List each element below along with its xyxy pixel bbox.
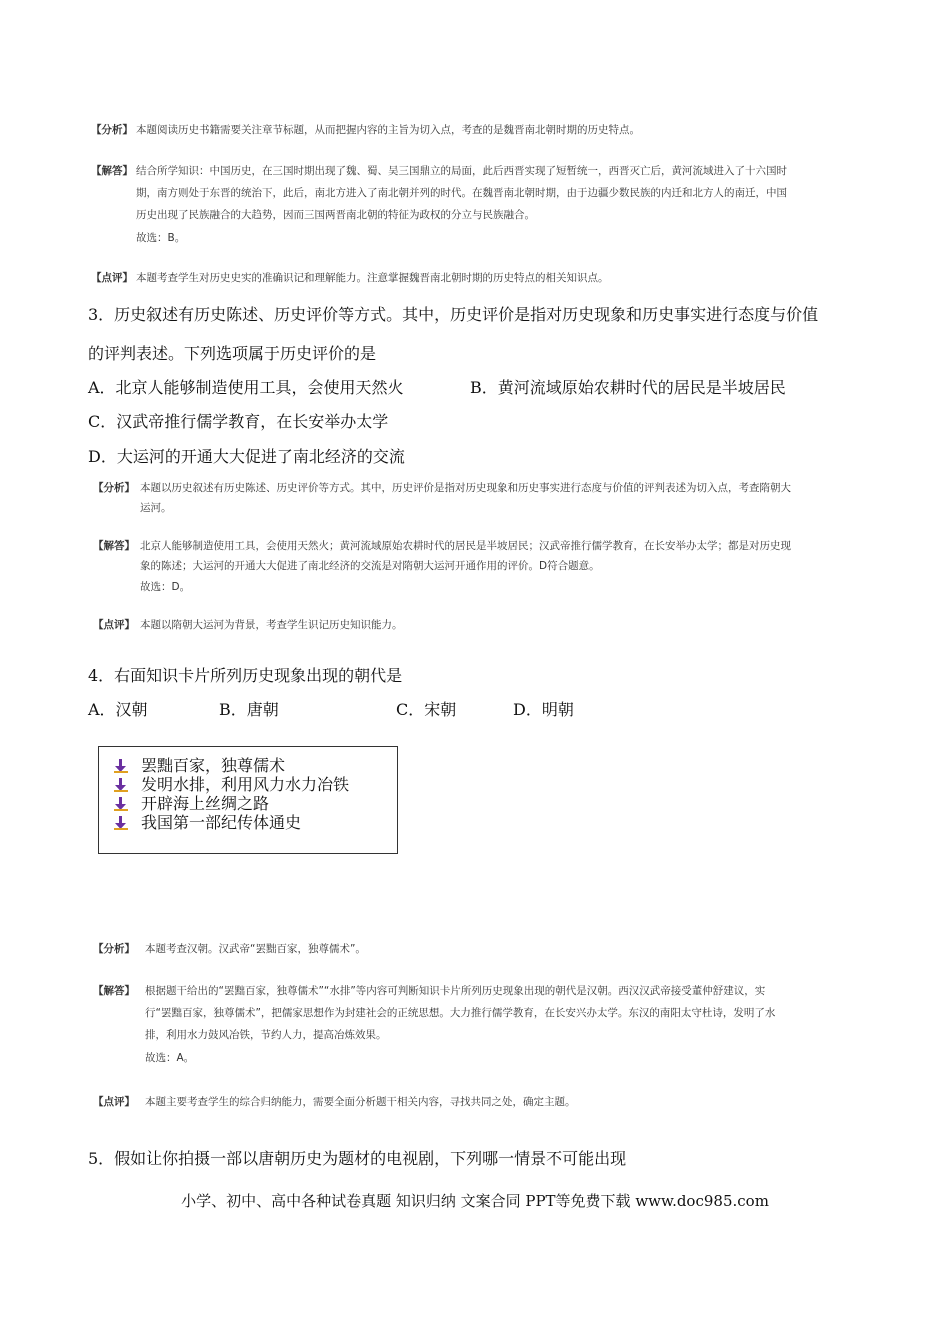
card-item-text: 罢黜百家，独尊儒术 (141, 756, 286, 775)
answer-tag: 【解答】 (93, 540, 135, 552)
card-item-text: 我国第一部纪传体通史 (141, 813, 302, 832)
analysis-tag: 【分析】 (91, 124, 133, 136)
analysis-tag: 【分析】 (93, 943, 135, 955)
answer-choice: 故选：A。 (145, 1052, 195, 1064)
answer-choice: 故选：B。 (136, 232, 186, 244)
option-a: A．北京人能够制造使用工具，会使用天然火 (88, 378, 404, 397)
answer-line: 排，利用水力鼓风冶铁，节约人力，提高冶炼效果。 (145, 1029, 387, 1041)
answer-line: 北京人能够制造使用工具，会使用天然火；黄河流域原始农耕时代的居民是半坡居民；汉武帝推行儒学教育，在长安举办太学；都是对历史现 (140, 540, 791, 552)
card-item-text: 发明水排，利用风力水力冶铁 (141, 775, 350, 794)
option-d: D．大运河的开通大大促进了南北经济的交流 (88, 447, 405, 466)
question-stem: 4．右面知识卡片所列历史现象出现的朝代是 (88, 666, 403, 685)
page-footer: 小学、初中、高中各种试卷真题 知识归纳 文案合同 PPT等免费下载 www.doc985.com (181, 1192, 769, 1210)
review-tag: 【点评】 (91, 272, 133, 284)
option-b: B．唐朝 (219, 700, 279, 719)
review-tag: 【点评】 (93, 619, 135, 631)
analysis-text: 本题考查汉朝。汉武帝“罢黜百家，独尊儒术”。 (145, 943, 366, 955)
answer-tag: 【解答】 (93, 985, 135, 997)
down-arrow-bullet-icon (113, 797, 129, 811)
review-text: 本题主要考查学生的综合归纳能力，需要全面分析题干相关内容，寻找共同之处，确定主题。 (145, 1096, 576, 1108)
answer-line: 根据题干给出的“罢黜百家，独尊儒术”“水排”等内容可判断知识卡片所列历史现象出现的朝代是汉朝。西汉汉武帝接受董仲舒建议，实 (145, 985, 766, 997)
down-arrow-bullet-icon (113, 778, 129, 792)
answer-line: 结合所学知识：中国历史，在三国时期出现了魏、蜀、吴三国鼎立的局面，此后西晋实现了短暂统一，西晋灭亡后，黄河流域进入了十六国时 (136, 165, 787, 177)
review-tag: 【点评】 (93, 1096, 135, 1108)
analysis-tag: 【分析】 (93, 482, 135, 494)
question-stem: 的评判表述。下列选项属于历史评价的是 (88, 344, 377, 363)
answer-line: 期，南方则处于东晋的统治下，此后，南北方进入了南北朝并列的时代。在魏晋南北朝时期，由于边疆少数民族的内迁和北方人的南迁，中国 (136, 187, 787, 199)
card-item-text: 开辟海上丝绸之路 (141, 794, 270, 813)
question-stem: 3．历史叙述有历史陈述、历史评价等方式。其中，历史评价是指对历史现象和历史事实进行态度与价值 (88, 305, 819, 324)
option-d: D．明朝 (513, 700, 574, 719)
answer-choice: 故选：D。 (140, 581, 191, 593)
answer-line: 象的陈述；大运河的开通大大促进了南北经济的交流是对隋朝大运河开通作用的评价。D符合题意。 (140, 560, 600, 572)
review-text: 本题以隋朝大运河为背景，考查学生识记历史知识能力。 (140, 619, 403, 631)
option-b: B．黄河流域原始农耕时代的居民是半坡居民 (470, 378, 786, 397)
analysis-line: 运河。 (140, 502, 172, 514)
option-a: A．汉朝 (88, 700, 148, 719)
option-c: C．宋朝 (396, 700, 457, 719)
down-arrow-bullet-icon (113, 816, 129, 830)
answer-line: 历史出现了民族融合的大趋势，因而三国两晋南北朝的特征为政权的分立与民族融合。 (136, 209, 535, 221)
question-stem: 5．假如让你拍摄一部以唐朝历史为题材的电视剧，下列哪一情景不可能出现 (88, 1149, 627, 1168)
review-text: 本题考查学生对历史史实的准确识记和理解能力。注意掌握魏晋南北朝时期的历史特点的相关知识点。 (136, 272, 609, 284)
knowledge-card (98, 746, 398, 854)
answer-tag: 【解答】 (91, 165, 133, 177)
card-item (113, 810, 301, 833)
option-c: C．汉武帝推行儒学教育，在长安举办太学 (88, 412, 389, 431)
analysis-text: 本题阅读历史书籍需要关注章节标题，从而把握内容的主旨为切入点，考查的是魏晋南北朝时期的历史特点。 (136, 124, 640, 136)
answer-line: 行“罢黜百家，独尊儒术”，把儒家思想作为封建社会的正统思想。大力推行儒学教育，在长安兴办太学。东汉的南阳太守杜诗，发明了水 (145, 1007, 776, 1019)
analysis-line: 本题以历史叙述有历史陈述、历史评价等方式。其中，历史评价是指对历史现象和历史事实进行态度与价值的评判表述为切入点，考查隋朝大 (140, 482, 791, 494)
down-arrow-bullet-icon (113, 759, 129, 773)
